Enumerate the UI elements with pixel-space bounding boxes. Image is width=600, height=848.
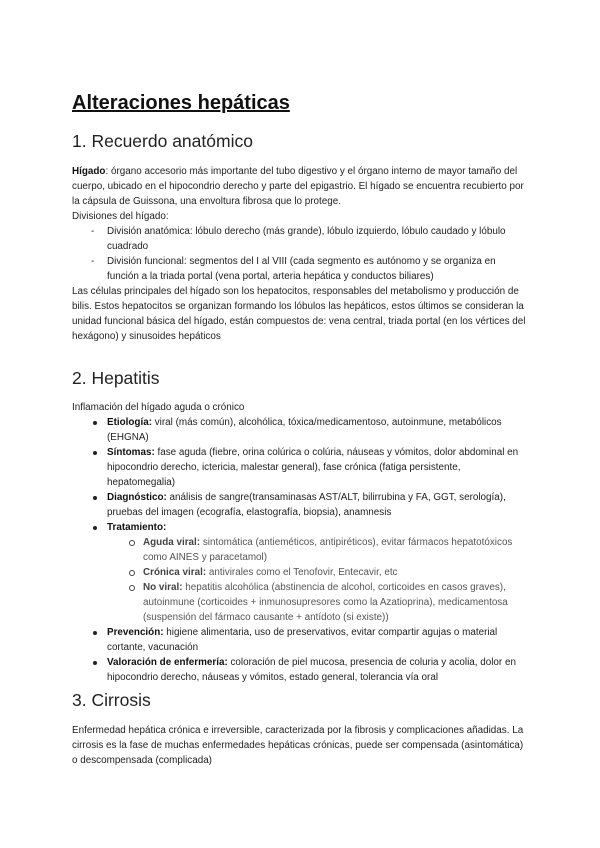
item-label: Valoración de enfermería: [107,657,228,668]
item-text: fase aguda (fiebre, orina colúrica o colúria, náuseas y vómitos, dolor abdominal en hipocondrio derecho, ictericia, malestar general), fase crónica (fatiga persistente, hepatomegalia) [107,447,519,488]
document-title: Alteraciones hepáticas [72,92,290,114]
list-item [72,415,527,445]
section-body-recuerdo [72,164,527,344]
section-body-cirrosis [72,723,527,768]
list-item [72,625,527,655]
section-heading-recuerdo: 1. Recuerdo anatómico [72,131,253,151]
item-label: Etiología: [107,417,152,428]
item-text: sintomática (antieméticos, antipiréticos), evitar fármacos hepatotóxicos como AINES y paracetamol) [143,537,513,563]
divisions-list [72,224,527,284]
list-item [107,580,527,625]
list-item [72,490,527,520]
item-label: Prevención: [107,627,164,638]
hepatocytes-paragraph: Las células principales del hígado son los hepatocitos, responsables del metabolismo y producción de bilis. Estos hepatocitos se organizan formando los lóbulos las hepáticos, estos últimos se consideran la unidad funcional básica del hígado, están compuestos de: vena central, triada portal (en los vértices del hexágono) y sinusoides hepáticos [72,286,526,342]
item-text: antivirales como el Tenofovir, Entecavir, etc [206,567,398,578]
divisions-intro: Divisiones del hígado: [72,211,169,222]
list-item [107,565,527,580]
item-label: Diagnóstico: [107,492,167,503]
item-text: coloración de piel mucosa, presencia de coluria y acolia, dolor en hipocondrio derecho, náuseas y vómitos, estado general, tolerancia vía oral [107,657,516,683]
list-item: - División funcional: segmentos del I al VIII (cada segmento es autónomo y se organiza en función a la triada portal (vena portal, arteria hepática y conductos biliares) [72,254,527,284]
list-item: - División anatómica: lóbulo derecho (más grande), lóbulo izquierdo, lóbulo caudado y lóbulo cuadrado [72,224,527,254]
treatment-sublist [107,535,527,625]
item-label: Síntomas: [107,447,155,458]
list-item [72,655,527,685]
item-label: No viral: [143,582,183,593]
item-label: Tratamiento: [107,522,167,533]
item-text: análisis de sangre(transaminasas AST/ALT, bilirrubina y FA, GGT, serología), pruebas del imagen (ecografía, elastografía, biopsia), anamnesis [107,492,506,518]
item-label: Aguda viral: [143,537,201,548]
hepatitis-intro: Inflamación del hígado aguda o crónico [72,402,245,413]
cirrosis-paragraph: Enfermedad hepática crónica e irreversible, caracterizada por la fibrosis y complicaciones añadidas. La cirrosis es la fase de muchas enfermedades hepáticas crónicas, puede ser compensada (asintomática) o descompensada (complicada) [72,725,524,766]
liver-definition [72,164,527,209]
item-text: hepatitis alcohólica (abstinencia de alcohol, corticoides en casos graves), autoinmune (corticoides + inmunosupresores como la Azatioprina), medicamentosa (suspensión del fármaco causante + antídoto (si existe)) [143,582,508,623]
section-heading-cirrosis: 3. Cirrosis [72,690,151,710]
hepatitis-list [72,415,527,685]
section-body-hepatitis [72,400,527,685]
list-item [72,445,527,490]
list-item [107,535,527,565]
list-item [72,520,527,625]
item-text: higiene alimentaria, uso de preservativos, evitar compartir agujas o material cortante, vacunación [107,627,498,653]
item-text: viral (más común), alcohólica, tóxica/medicamentoso, autoinmune, metabólicos (EHGNA) [107,417,502,443]
item-label: Crónica viral: [143,567,207,578]
term-higado: Hígado [72,166,106,177]
liver-definition-text: : órgano accesorio más importante del tubo digestivo y el órgano interno de mayor tamaño del cuerpo, ubicado en el hipocondrio derecho y parte del epigastrio. El hígado se encuentra recubierto por la cápsula de Guissona, una envoltura fibrosa que lo protege. [72,166,524,207]
section-heading-hepatitis: 2. Hepatitis [72,368,160,388]
